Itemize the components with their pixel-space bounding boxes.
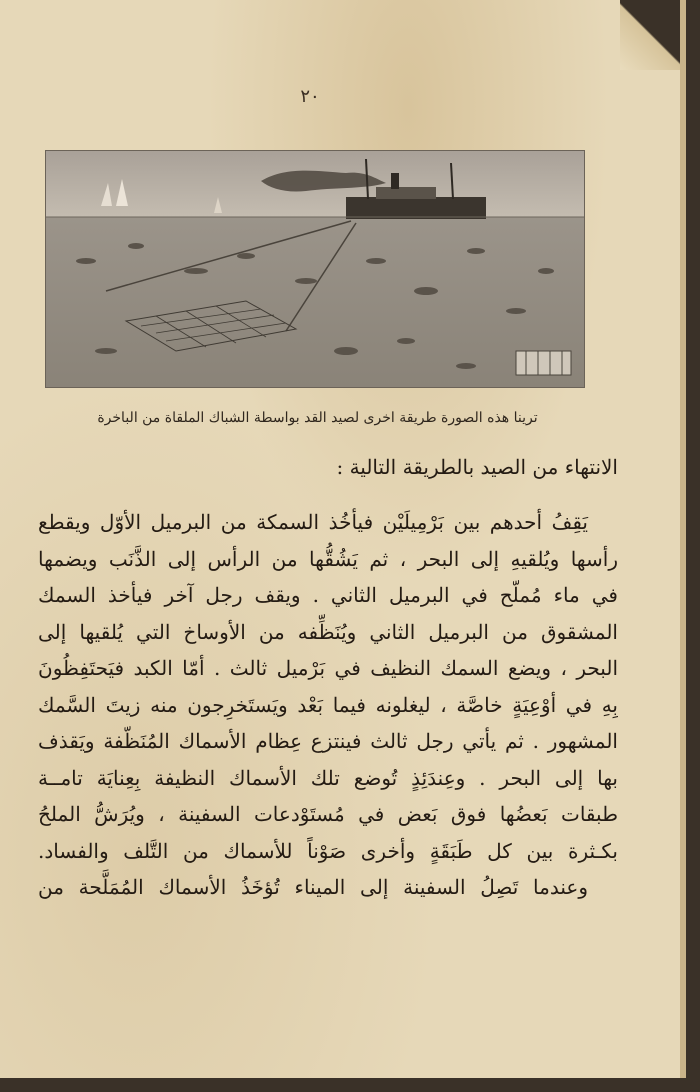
folded-corner xyxy=(620,0,680,70)
page-number: ٢٠ xyxy=(300,86,320,107)
steamship-fishing-net-illustration-icon xyxy=(45,150,585,388)
illustration-caption: ترينا هذه الصورة طريقة اخرى لصيد القد بواسطة الشباك الملقاة من الباخرة xyxy=(97,410,538,426)
body-text xyxy=(38,450,618,906)
paragraph-continuation-line: الانتهاء من الصيد بالطريقة التالية : xyxy=(336,455,618,479)
text-line: بكـثرة بين كل طَبَقَةٍ وأخرى صَوْناً للأسماك من التَّلف والفساد. xyxy=(38,838,618,863)
text-line: بها إلى البحر . وعِندَئِذٍ تُوضع تلك الأسماك النظيفة بِعِنايَة تامــة xyxy=(38,765,618,790)
text-line: المشقوق من البرميل الثاني ويُنَظِّفه من الأوساخ التي يُلقيها إلى xyxy=(38,619,618,644)
text-line: طبقات بَعضُها فوق بَعض في مُستَوْدعات السفينة ، ويُرَشُّ الملحُ xyxy=(38,802,618,826)
text-line: يَقِفُ أحدهم بين بَرْمِيلَيْن فيأخُذ السمكة من البرميل الأوّل ويقطع xyxy=(38,510,588,534)
text-line: المشهور . ثم يأتي رجل ثالث فينتزع عِظام الأسماك المُنَظّفة ويَقذف xyxy=(38,729,618,753)
text-line: بِهِ في أوْعِيَةٍ خاصَّة ، ليغلونه فيما بَعْد ويَستَخرِجون منه زيتَ السَّمك xyxy=(38,692,618,717)
text-line: وعندما تَصِلُ السفينة إلى الميناء تُؤخَذُ الأسماك المُمَلَّحة من xyxy=(38,875,588,899)
text-line: البحر ، ويضع السمك النظيف في بَرْميل ثالث . أمّا الكبد فيَحتَفِظُونَ xyxy=(38,656,618,680)
text-line: في ماء مُملّح في البرميل الثاني . ويقف رجل آخر فيأخذ السمك xyxy=(38,583,618,607)
text-line: رأسها ويُلقيهِ إلى البحر ، ثم يَشُقُّها من الرأس إلى الذَّنَب ويضمها xyxy=(38,546,618,571)
